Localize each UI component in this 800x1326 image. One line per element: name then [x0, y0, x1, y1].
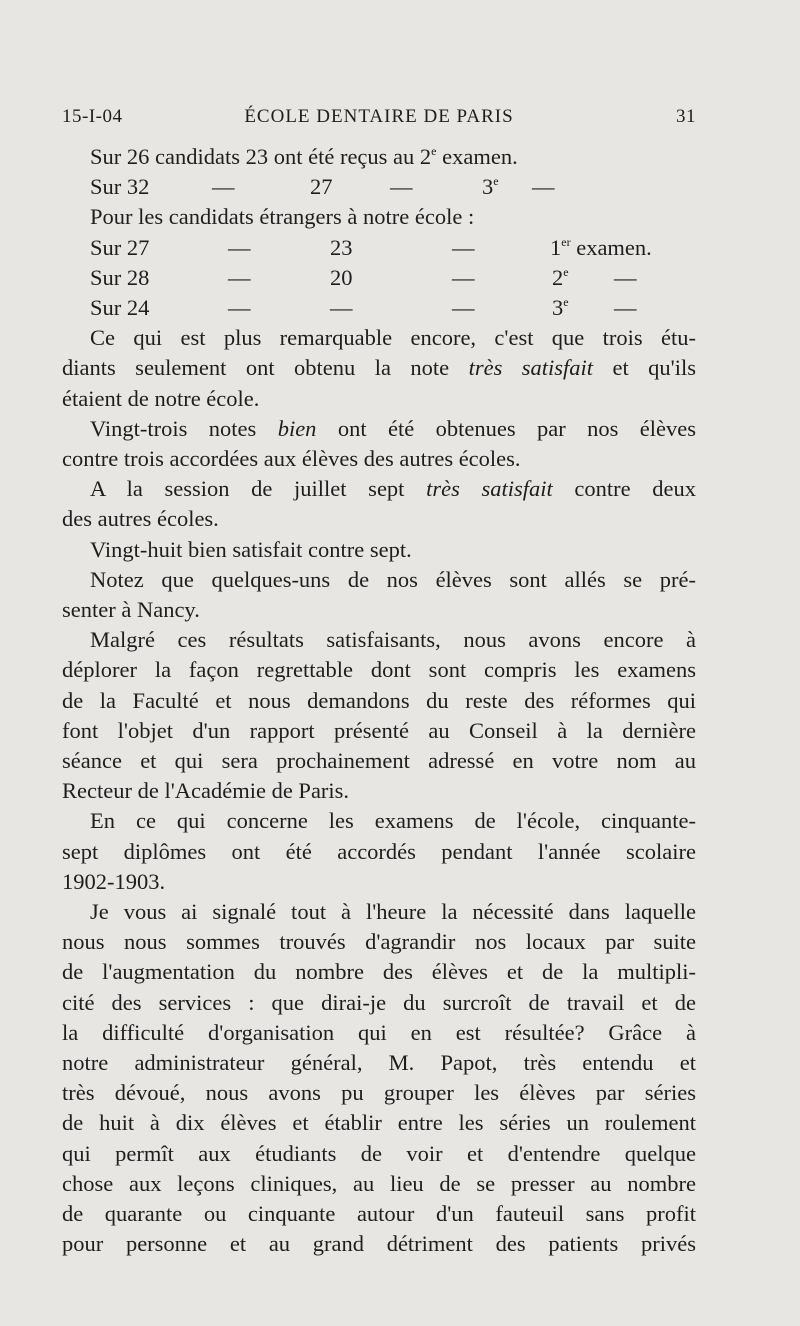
paragraph-8-line-10: chose aux leçons cliniques, au lieu de se presser au nombre	[62, 1170, 696, 1196]
emphasis: très satisfait	[468, 355, 594, 381]
paragraph-8-line-5: la difficulté d'organisation qui en est résultée? Grâce à	[62, 1019, 696, 1045]
paragraph-1-line-1: Ce qui est plus remarquable encore, c'est que trois étu-	[90, 325, 696, 351]
paragraph-8-line-1: Je vous ai signalé tout à l'heure la nécessité dans laquelle	[90, 899, 696, 925]
paragraph-3-line-2: des autres écoles.	[62, 506, 219, 532]
paragraph-8-line-8: de huit à dix élèves et établir entre les séries un roulement	[62, 1110, 696, 1136]
paragraph-6-line-6: Recteur de l'Académie de Paris.	[62, 778, 350, 804]
header-date: 15-I-04	[62, 106, 123, 127]
paragraph-8-line-4: cité des services : que dirai-je du surcroît de travail et de	[62, 989, 696, 1015]
paragraph-7-line-2: sept diplômes ont été accordés pendant l'année scolaire	[62, 838, 696, 864]
paragraph-8-line-7: très dévoué, nous avons pu grouper les élèves par séries	[62, 1080, 696, 1106]
results-row-4: Sur 27 — 23 — 1er examen.	[90, 234, 652, 260]
results-row-5: Sur 28 — 20 — 2e —	[90, 264, 637, 290]
paragraph-1-line-3: étaient de notre école.	[62, 385, 260, 411]
paragraph-3-line-1: A la session de juillet sept très satisfait contre deux	[90, 476, 696, 502]
paragraph-8-line-3: de l'augmentation du nombre des élèves et de la multipli-	[62, 959, 696, 985]
paragraph-6-line-5: séance et qui sera prochainement adressé en votre nom au	[62, 748, 696, 773]
paragraph-5-line-2: senter à Nancy.	[62, 596, 200, 622]
paragraph-8-line-11: de quarante ou cinquante autour d'un fauteuil sans profit	[62, 1201, 696, 1227]
paragraph-8-line-2: nous nous sommes trouvés d'agrandir nos locaux par suite	[62, 929, 696, 955]
paragraph-8-line-9: qui permît aux étudiants de voir et d'entendre quelque	[62, 1140, 696, 1166]
paragraph-6-line-4: font l'objet d'un rapport présenté au Conseil à la dernière	[62, 717, 696, 743]
emphasis: bien	[277, 415, 317, 441]
paragraph-6-line-1: Malgré ces résultats satisfaisants, nous avons encore à	[90, 627, 696, 653]
paragraph-7-line-3: 1902-1903.	[62, 868, 166, 894]
results-row-6: Sur 24 — — — 3e —	[90, 294, 637, 320]
paragraph-5-line-1: Notez que quelques-uns de nos élèves sont allés se pré-	[90, 566, 696, 592]
paragraph-8-line-12: pour personne et au grand détriment des patients privés	[62, 1231, 696, 1257]
results-row-2: Sur 32 — 27 — 3e —	[90, 174, 555, 200]
paragraph-2-line-2: contre trois accordées aux élèves des autres écoles.	[62, 445, 521, 471]
results-line-1: Sur 26 candidats 23 ont été reçus au 2e examen.	[90, 144, 518, 169]
emphasis: très satisfait	[426, 476, 553, 502]
paragraph-4-line-1: Vingt-huit bien satisfait contre sept.	[90, 536, 412, 562]
paragraph-6-line-2: déplorer la façon regrettable dont sont compris les examens	[62, 657, 696, 683]
foreign-candidates-intro: Pour les candidats étrangers à notre école :	[90, 204, 475, 230]
paragraph-8-line-6: notre administrateur général, M. Papot, très entendu et	[62, 1050, 696, 1076]
paragraph-7-line-1: En ce qui concerne les examens de l'école, cinquante-	[90, 808, 696, 834]
paragraph-6-line-3: de la Faculté et nous demandons du reste des réformes qui	[62, 687, 696, 713]
paragraph-2-line-1: Vingt-trois notes bien ont été obtenues par nos élèves	[90, 415, 696, 441]
page-number: 31	[676, 106, 696, 127]
paragraph-1-line-2: diants seulement ont obtenu la note très satisfait et qu'ils	[62, 355, 696, 381]
page-body	[62, 142, 696, 1259]
header-title: ÉCOLE DENTAIRE DE PARIS	[244, 106, 514, 127]
running-header	[62, 106, 696, 136]
